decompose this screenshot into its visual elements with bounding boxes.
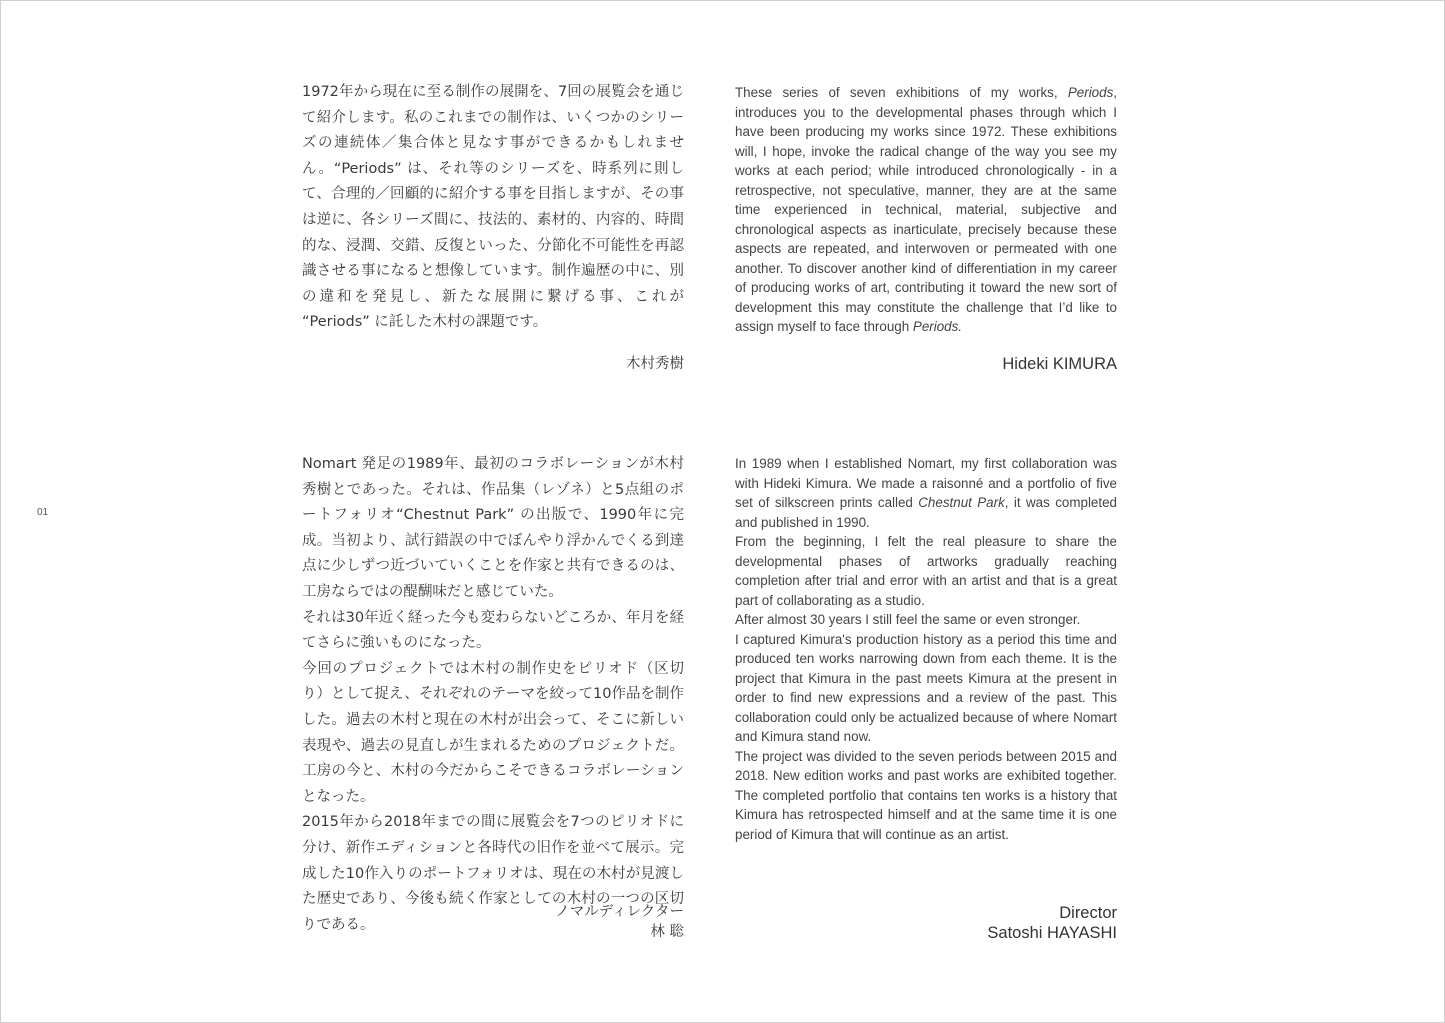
- director-signature-japanese-name: 林 聡: [650, 924, 684, 940]
- director-statement-japanese-paragraph: 2015年から2018年までの間に展覧会を7つのピリオドに分け、新作エディションと各時代の旧作を並べて展示。完成した10作入りのポートフォリオは、現在の木村が見渡した歴史であり、今後も続く作家としての木村の一つの区切りである。: [302, 814, 684, 933]
- director-signature-english-title: Director: [1059, 904, 1117, 922]
- director-signature-english: [735, 903, 1117, 943]
- artist-statement-english-text-2: , introduces you to the developmental phases through which I have been producing my works since 1972. These exhibitions will, I hope, invoke the radical change of the way you see my works at each period; while introduced chronologically - in a retrospective, not speculative, manner, they are at the same time experienced in technical, material, subjective and chronological aspects as inarticulate, precisely because these aspects are repeated, and interwoven or permeated with one another. To discover another kind of differentiation in my career of producing works of art, contributing it toward the new sort of development this may constitute the challenge that I’d like to assign myself to face through: [735, 85, 1117, 334]
- artist-statement-english-italic-2: Periods.: [912, 319, 963, 334]
- director-statement-japanese: [302, 452, 684, 938]
- artist-statement-english-text: [735, 83, 1117, 337]
- director-signature-english-name: Satoshi HAYASHI: [987, 924, 1117, 942]
- artist-signature-english: Hideki KIMURA: [1002, 355, 1117, 373]
- director-statement-japanese-paragraph: 今回のプロジェクトでは木村の制作史をピリオド（区切り）として捉え、それぞれのテーマを絞って10作品を制作した。過去の木村と現在の木村が出会って、そこに新しい表現や、過去の見直しが生まれるためのプロジェクトだ。工房の今と、木村の今だからこそできるコラボレーションとなった。: [302, 660, 684, 805]
- artist-statement-english: [735, 83, 1117, 337]
- director-statement-english-p1-text-1: In 1989 when I established Nomart, my first collaboration was with Hideki Kimura. We made a raisonné and a portfolio of five set of silkscreen prints called: [735, 456, 1117, 510]
- artist-statement-english-italic-1: Periods: [1067, 85, 1114, 100]
- artist-statement-japanese-text: 1972年から現在に至る制作の展開を、7回の展覧会を通じて紹介します。私のこれまでの制作は、いくつかのシリーズの連続体／集合体と見なす事ができるかもしれません。“Periods” は、それ等のシリーズを、時系列に則して、合理的／回顧的に紹介する事を目指しますが、その事は逆に、各シリーズ間に、技法的、素材的、内容的、時間的な、浸潤、交錯、反復といった、分節化不可能性を再認識させる事になると想像しています。制作遍歴の中に、別の違和を発見し、新たな展開に繋げる事、これが “Periods” に託した木村の課題です。: [302, 84, 684, 331]
- director-statement-japanese-paragraph: それは30年近く経った今も変わらないどころか、年月を経てさらに強いものになった。: [302, 609, 684, 652]
- artist-signature-japanese: 木村秀樹: [626, 356, 684, 372]
- artist-statement-english-text-1: These series of seven exhibitions of my works,: [735, 85, 1068, 100]
- director-statement-english: [735, 454, 1117, 844]
- director-statement-english-p1-text-2: , it was completed and published in 1990.: [735, 495, 1117, 530]
- artist-statement-japanese: [302, 80, 684, 336]
- director-statement-japanese-paragraph: Nomart 発足の1989年、最初のコラボレーションが木村秀樹とであった。それは、作品集（レゾネ）と5点組のポートフォリオ“Chestnut Park” の出版で、1990年に完成。当初より、試行錯誤の中でぼんやり浮かんでくる到達点に少しずつ近づいていくことを作家と共有できるのは、工房ならではの醍醐味だと感じていた。: [302, 456, 684, 600]
- director-statement-english-paragraph: I captured Kimura's production history as a period this time and produced ten works narrowing down from each theme. It is the project that Kimura in the past meets Kimura at the present in order to find new expressions and a review of the past. This collaboration could only be actualized because of where Nomart and Kimura stand now.: [735, 631, 1117, 744]
- director-signature-japanese: [302, 902, 684, 942]
- director-statement-english-paragraph: After almost 30 years I still feel the same or even stronger.: [735, 612, 1081, 627]
- director-statement-english-paragraph: The project was divided to the seven periods between 2015 and 2018. New edition works and past works are exhibited together. The completed portfolio that contains ten works is a history that Kimura has retrospected himself and at the same time it is one period of Kimura that will continue as an artist.: [735, 748, 1117, 842]
- page-number: 01: [37, 507, 49, 518]
- director-statement-english-p1-italic: Chestnut Park: [918, 495, 1005, 510]
- director-signature-japanese-title: ノマルディレクター: [555, 904, 684, 920]
- director-statement-english-paragraph: From the beginning, I felt the real pleasure to share the developmental phases of artworks gradually reaching completion after trial and error with an artist and that is a great part of collaborating as a studio.: [735, 534, 1117, 608]
- director-statement-english-paragraph: [735, 454, 1117, 532]
